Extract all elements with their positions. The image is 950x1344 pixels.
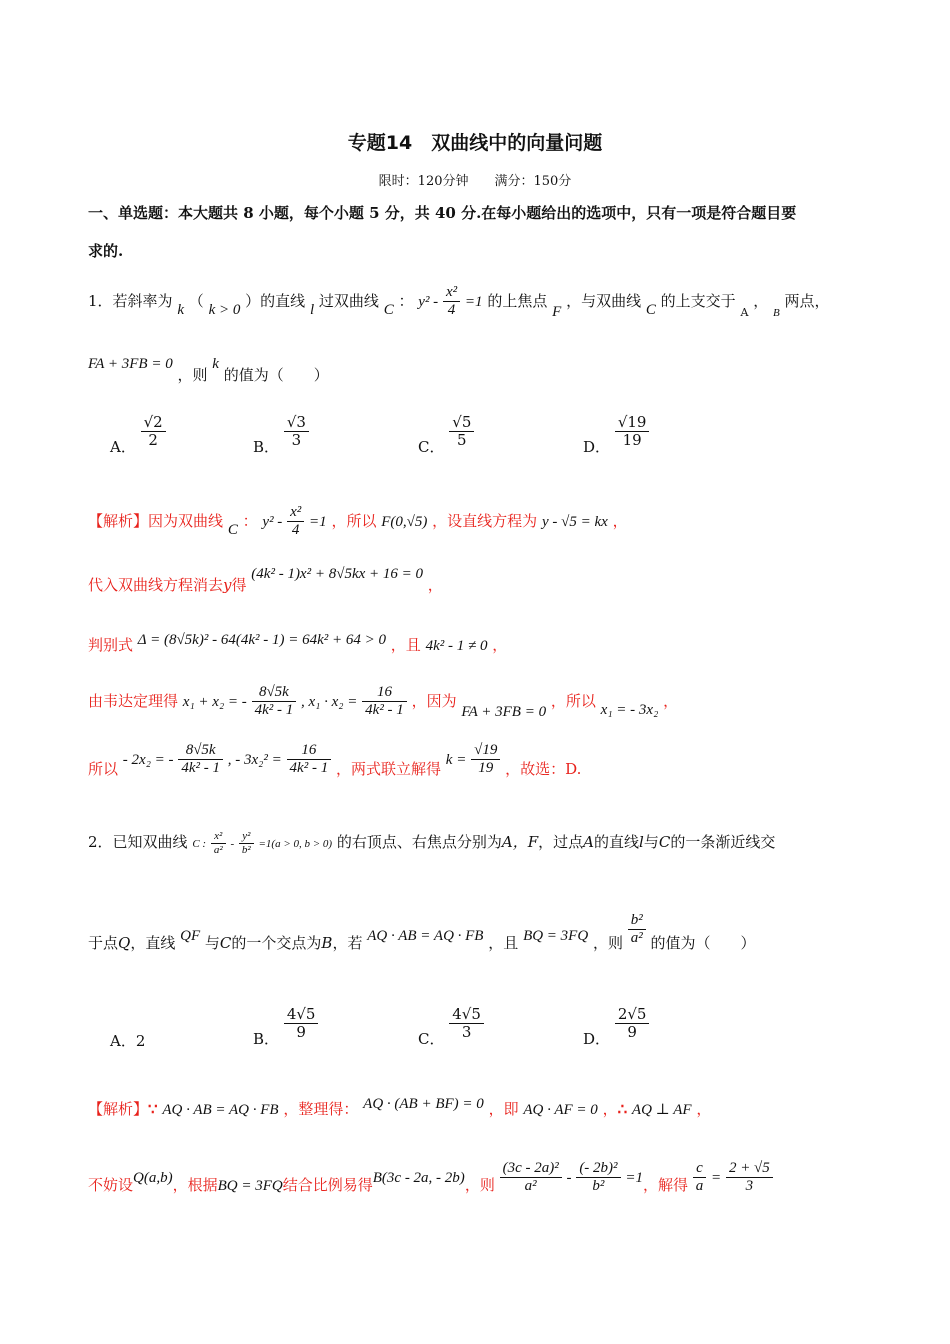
option-den: 2: [148, 431, 158, 450]
sol2-text: 结合比例易得: [282, 1175, 373, 1194]
sol1-text: 代入双曲线方程消去: [88, 576, 224, 594]
option-label: B．: [253, 437, 280, 456]
q2-den: b²: [241, 843, 251, 856]
q1-eq-rhs: =1: [464, 293, 483, 310]
q2-option-d[interactable]: [583, 1005, 649, 1048]
sol1-C: C: [227, 521, 238, 538]
question-2-line-2: [88, 912, 756, 954]
q1-paren: （: [188, 291, 204, 310]
q2-QF: QF: [180, 927, 201, 944]
q1-option-a[interactable]: [110, 413, 166, 456]
option-num: √2: [141, 414, 166, 432]
sol1-line-eq: y - √5 = kx: [541, 513, 608, 530]
q2-text: 的右顶点、右焦点分别为: [336, 833, 502, 852]
sol2-ratio: BQ = 3FQ: [217, 1177, 283, 1194]
q1-text: 的上支交于: [660, 291, 736, 310]
sol1-text: ：: [242, 511, 258, 530]
sol2-text: ，根据: [172, 1175, 218, 1194]
q1-B: B: [772, 306, 780, 319]
solution-tag: 【解析】: [88, 1100, 149, 1118]
option-label: B．: [253, 1029, 280, 1048]
sol1-text: ，: [492, 636, 508, 654]
option-den: 5: [457, 431, 467, 450]
sol1-num: 8√5k: [178, 742, 223, 760]
sol1-num: 16: [362, 684, 407, 702]
q2-A: A: [583, 833, 595, 852]
sol2-eq: =1: [625, 1169, 643, 1186]
sol2-text: ，则: [464, 1175, 495, 1194]
q2-frac: [239, 830, 254, 856]
q2-text: 的一个交点为: [231, 933, 322, 952]
option-frac: [615, 414, 650, 450]
sol1-text: ，两式联立解得: [335, 759, 441, 778]
sol1-k: k =: [445, 751, 467, 768]
sol1-text: ，: [663, 691, 679, 710]
sol1-den: 19: [478, 760, 494, 777]
sol1-text: 由韦达定理得: [88, 691, 179, 710]
sol1-frac: [287, 504, 304, 540]
sol1-frac: [252, 684, 297, 720]
q2-frac: [211, 830, 226, 856]
q2-C: C :: [192, 838, 207, 851]
option-num: √5: [449, 414, 474, 432]
q1-cond: k > 0: [208, 301, 241, 318]
sol2-den: 3: [745, 1178, 754, 1195]
q2-text: ，直线: [130, 933, 176, 952]
sol1-answer: ，故选：D.: [505, 759, 582, 778]
q2-text: 的直线: [594, 833, 640, 852]
sol2-num: (3c - 2a)²: [500, 1160, 562, 1178]
q1-F: F: [552, 303, 562, 320]
q1-k2: k: [212, 356, 219, 372]
q1-colon: ：: [398, 291, 414, 310]
option-frac: [284, 414, 309, 450]
option-frac: [141, 414, 166, 450]
sol2-eq3: AQ · AF = 0: [523, 1102, 598, 1118]
sol2-eq4: AQ ⊥ AF: [631, 1102, 692, 1118]
option-num: 4√5: [284, 1006, 319, 1024]
sol2-frac: [500, 1160, 562, 1196]
sol2-Q: Q(a,b): [133, 1169, 173, 1186]
q2-num: x²: [211, 830, 226, 844]
sol2-B: B(3c - 2a, - 2b): [372, 1169, 465, 1186]
option-den: 19: [622, 431, 642, 450]
option-frac: [615, 1006, 650, 1042]
sol1-frac: [471, 742, 500, 778]
q2-text: ，且: [488, 933, 519, 952]
q1-option-b[interactable]: [253, 413, 309, 456]
q2-text: ，则: [592, 933, 623, 952]
sol1-eq: y² -: [262, 513, 283, 530]
sol1-vieta-1: x₁ + x₂ = -: [182, 693, 247, 710]
sol2-equals: =: [711, 1169, 722, 1186]
q2-option-b[interactable]: [253, 1005, 318, 1048]
therefore-symbol: ∴: [617, 1100, 628, 1118]
sol2-num: c: [693, 1160, 707, 1178]
q2-text: 于点: [88, 933, 119, 952]
q2-option-c[interactable]: [418, 1005, 484, 1048]
solution-1-line-3: [88, 628, 508, 654]
question-2-line-1: [88, 830, 775, 856]
sol1-den: 4k² - 1: [365, 702, 404, 719]
q2-text: 与: [204, 933, 220, 952]
solution-1-line-4: [88, 684, 678, 720]
option-label: D．: [583, 437, 611, 456]
sol1-num: 8√5k: [252, 684, 297, 702]
q2-minus: -: [230, 838, 235, 851]
sol2-den: a: [695, 1178, 704, 1195]
sol1-eq-rhs: =1: [309, 513, 327, 530]
option-den: 3: [291, 431, 302, 450]
q1-eq-lhs: y² -: [418, 293, 439, 310]
sol1-text: ，: [427, 576, 443, 594]
q2-text: 2．已知双曲线: [88, 833, 188, 852]
sol2-den: b²: [592, 1178, 605, 1195]
q2-vec-eq: AQ · AB = AQ · FB: [367, 927, 484, 944]
option-label: C．: [418, 437, 445, 456]
solution-2-line-1: [88, 1098, 711, 1119]
q1-eq-num: x²: [443, 284, 460, 302]
sol1-sub-eq: (4k² - 1)x² + 8√5kx + 16 = 0: [251, 566, 424, 582]
q2-vec-eq2: BQ = 3FQ: [523, 927, 589, 944]
q2-ratio-frac: [628, 912, 646, 948]
sol1-text: ，所以: [331, 511, 377, 530]
q2-text: ，过点: [538, 833, 584, 852]
q2-ratio-den: a²: [630, 930, 643, 947]
sol1-den: 4k² - 1: [181, 760, 220, 777]
option-num: √19: [615, 414, 650, 432]
option-frac: [284, 1006, 319, 1042]
sol2-text: 不妨设: [88, 1175, 134, 1194]
q2-Q: Q: [118, 933, 131, 952]
q2-C2: C: [658, 833, 671, 852]
sol1-text: 所以: [88, 759, 119, 778]
sol1-text: ，且: [390, 636, 421, 654]
sol1-frac: [178, 742, 223, 778]
q1-text: 的值为（ ）: [223, 366, 329, 384]
sol2-text: ，: [696, 1100, 712, 1118]
sol2-eq2: AQ · (AB + BF) = 0: [363, 1096, 484, 1112]
option-num: 2√5: [615, 1006, 650, 1024]
sol2-text: ，解得: [642, 1175, 688, 1194]
q1-option-c[interactable]: [418, 413, 474, 456]
sol1-F: F(0,√5): [381, 513, 428, 530]
q2-den: a²: [213, 843, 223, 856]
q2-AF: A，F: [501, 833, 539, 852]
q2-text: 与: [643, 833, 659, 852]
q2-text: 的一条渐近线交: [670, 833, 776, 852]
q1-text: ）的直线: [245, 291, 306, 310]
option-label: C．: [418, 1029, 445, 1048]
q1-text: ，则: [177, 366, 208, 384]
option-label: D．: [583, 1029, 611, 1048]
option-den: 9: [296, 1023, 306, 1042]
section-heading: 一、单选题：本大题共 8 小题，每个小题 5 分，共 40 分.在每小题给出的选项中，只有一项是符合题目要: [88, 204, 797, 222]
q1-text: 的上焦点: [487, 291, 548, 310]
q1-option-d[interactable]: [583, 413, 649, 456]
option-num: 4√5: [449, 1006, 484, 1024]
sol2-num: (- 2b)²: [576, 1160, 620, 1178]
sol1-den: 4k² - 1: [289, 760, 329, 777]
q1-vec-eq: FA + 3FB = 0: [88, 356, 173, 372]
sol1-num: x²: [287, 504, 304, 522]
sol2-frac: [726, 1160, 773, 1196]
option-label: A．: [110, 1032, 136, 1050]
sol1-frac: [362, 684, 407, 720]
sol1-num: 16: [287, 742, 332, 760]
q2-C3: C: [219, 933, 232, 952]
sol2-eq1: AQ · AB = AQ · FB: [162, 1102, 279, 1118]
q1-eq-frac: [443, 284, 460, 320]
option-frac: [449, 1006, 484, 1042]
q1-k: k: [177, 301, 184, 318]
sol1-text: 判别式: [88, 636, 134, 654]
q1-A: A: [740, 305, 749, 319]
sol1-x1: x₁ = - 3x₂: [600, 701, 659, 718]
sol1-den: 4k² - 1: [254, 702, 294, 719]
sol2-text: ，整理得：: [283, 1100, 359, 1118]
option-num: √3: [284, 414, 309, 432]
solution-1-line-1: [88, 504, 628, 540]
because-symbol: ∵: [148, 1100, 158, 1118]
q1-C: C: [383, 301, 394, 318]
sol1-text: 因为双曲线: [148, 511, 224, 530]
sol1-vec: FA + 3FB = 0: [461, 703, 547, 720]
sol1-vieta-2: , x₁ · x₂ =: [301, 693, 358, 710]
sol1-sys-2: , - 3x₂² =: [227, 751, 282, 768]
solution-1-line-2: [88, 562, 443, 594]
page-title: 专题14 双曲线中的向量问题: [347, 132, 603, 154]
sol1-cond: 4k² - 1 ≠ 0: [425, 638, 488, 654]
q1-eq-den: 4: [447, 302, 456, 319]
sol1-frac: [287, 742, 332, 778]
sol1-text: ，因为: [411, 691, 457, 710]
q2-num: y²: [239, 830, 254, 844]
sol1-text: ，所以: [550, 691, 596, 710]
q1-l: l: [309, 301, 315, 318]
q2-text: 的值为（ ）: [650, 933, 756, 952]
sol2-frac: [576, 1160, 620, 1196]
sol2-text: ，即: [488, 1100, 519, 1118]
option-den: 3: [461, 1023, 472, 1042]
q2-cond: =1(a > 0, b > 0): [258, 838, 333, 851]
q1-text: 两点，: [784, 291, 830, 310]
sol1-y: y: [223, 576, 232, 594]
q1-text: 1．若斜率为: [88, 291, 173, 310]
sol1-text: ，设直线方程为: [432, 511, 538, 530]
sol1-disc: Δ = (8√5k)² - 64(4k² - 1) = 64k² + 64 > 0: [137, 632, 386, 648]
sol2-frac: [693, 1160, 707, 1196]
sol1-den: 4: [291, 522, 300, 539]
solution-tag: 【解析】: [88, 511, 149, 530]
sol2-text: ，: [602, 1100, 618, 1118]
sol2-num: 2 + √5: [726, 1160, 773, 1178]
q1-text: ，与双曲线: [566, 291, 642, 310]
sol1-sys-1: - 2x₂ = -: [122, 751, 174, 768]
q1-text: 过双曲线: [318, 291, 379, 310]
question-1-line-1: [88, 284, 830, 320]
sol1-text: 得: [231, 576, 247, 594]
option-label: A．: [110, 437, 136, 456]
page-subtitle: 限时：120分钟 满分：150分: [378, 174, 572, 189]
question-1-line-2: [88, 352, 329, 384]
section-heading-cont: 求的.: [88, 242, 124, 260]
option-frac: [449, 414, 474, 450]
q1-comma: ，: [753, 291, 769, 310]
option-den: 9: [627, 1023, 637, 1042]
q2-text: ，若: [332, 933, 363, 952]
sol1-text: ，: [612, 511, 628, 530]
sol2-den: a²: [524, 1178, 537, 1195]
q1-C2: C: [645, 301, 656, 318]
option-value: 2: [135, 1032, 146, 1050]
sol2-minus: -: [566, 1169, 572, 1186]
solution-2-line-2: [88, 1160, 773, 1196]
sol1-num: √19: [471, 742, 500, 760]
q2-B: B: [321, 933, 333, 952]
q2-l: l: [639, 833, 644, 852]
solution-1-line-5: [88, 742, 581, 778]
q2-ratio-num: b²: [628, 912, 646, 930]
q2-option-a[interactable]: [110, 1030, 145, 1051]
